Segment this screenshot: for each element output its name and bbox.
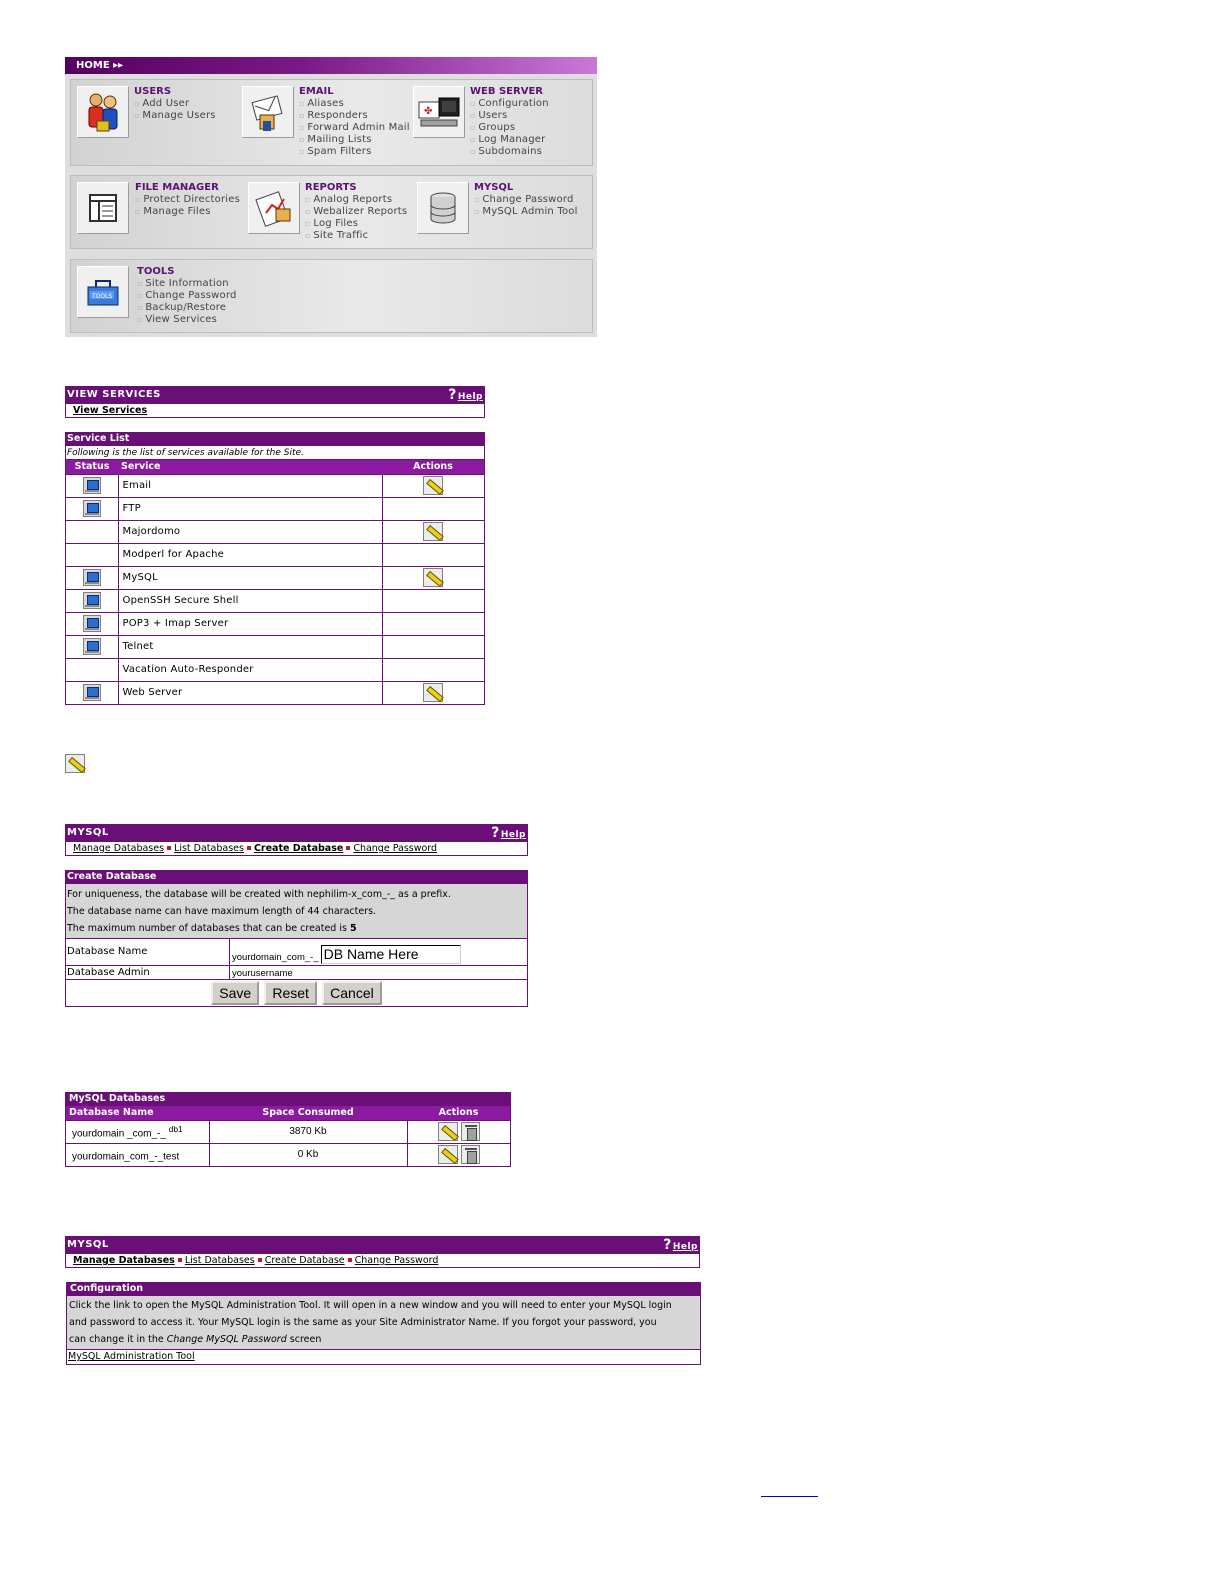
create-database-info: [66, 884, 527, 939]
help-icon: ?: [491, 825, 500, 841]
database-name-value: [230, 939, 527, 965]
database-admin-label: Database Admin: [66, 966, 230, 979]
edit-pencil-icon: [65, 754, 85, 773]
spam-filters-link[interactable]: ▫ Spam Filters: [299, 146, 410, 158]
form-buttons: [66, 980, 527, 1006]
mysql-title: MYSQL: [67, 827, 109, 838]
database-name-row: [66, 939, 527, 966]
mailing-lists-link[interactable]: ▫ Mailing Lists: [299, 134, 410, 146]
analog-reports-link[interactable]: ▫ Analog Reports: [305, 194, 407, 206]
control-panel-group-2: [70, 175, 593, 249]
view-services-title-bar: [65, 386, 485, 404]
manage-databases-link[interactable]: Manage Databases: [73, 1255, 175, 1266]
list-databases-link[interactable]: List Databases: [184, 1255, 255, 1266]
manage-files-link[interactable]: ▫ Manage Files: [135, 206, 240, 218]
edit-icon[interactable]: [438, 1122, 458, 1141]
mysql-title-bar: [65, 824, 528, 842]
page-link[interactable]: [761, 1496, 818, 1497]
mysql-databases-panel: [65, 1092, 511, 1167]
actions-cell: [382, 589, 484, 612]
site-traffic-link[interactable]: ▫ Site Traffic: [305, 230, 407, 242]
mysql-nav: [65, 842, 528, 856]
service-name-cell: Modperl for Apache: [118, 543, 382, 566]
file-manager-icon[interactable]: [77, 182, 129, 234]
service-name-cell: Email: [118, 474, 382, 497]
view-services-title: VIEW SERVICES: [67, 389, 161, 400]
pencil-icon: [65, 754, 85, 773]
reset-button[interactable]: Reset: [264, 981, 317, 1005]
add-user-link[interactable]: ▫ Add User: [134, 98, 216, 110]
status-column-header: Status: [66, 460, 118, 474]
mysql-create-header: [65, 824, 528, 856]
backup-restore-link[interactable]: ▫ Backup/Restore: [137, 302, 237, 314]
table-row: [66, 520, 484, 543]
status-cell: [66, 543, 118, 566]
list-databases-link[interactable]: List Databases: [174, 843, 244, 854]
help-link[interactable]: ?Help: [448, 387, 483, 403]
status-cell: [66, 474, 118, 497]
service-name-cell: POP3 + Imap Server: [118, 612, 382, 635]
view-services-nav-link[interactable]: View Services: [73, 405, 148, 416]
change-password-link[interactable]: Change Password: [354, 1255, 439, 1266]
help-icon: ?: [448, 387, 457, 403]
control-panel-group-3: [70, 259, 593, 333]
service-name-cell: Web Server: [118, 681, 382, 704]
control-panel: [65, 57, 597, 337]
create-database-link[interactable]: Create Database: [264, 1255, 345, 1266]
table-row: [66, 612, 484, 635]
mysql-admin-tool-link[interactable]: ▫ MySQL Admin Tool: [474, 206, 578, 218]
help-icon: ?: [663, 1237, 672, 1253]
service-name-cell: Telnet: [118, 635, 382, 658]
service-list-title: Service List: [65, 432, 485, 446]
status-monitor-icon: [83, 500, 101, 517]
web-server-links: [470, 98, 549, 158]
table-row: [66, 681, 484, 704]
status-monitor-icon: [83, 592, 101, 609]
email-links: [299, 98, 410, 158]
status-cell: [66, 612, 118, 635]
space-consumed-cell: 3870 Kb: [209, 1120, 407, 1143]
status-cell: [66, 497, 118, 520]
site-information-link[interactable]: ▫ Site Information: [137, 278, 237, 290]
service-name-cell: Vacation Auto-Responder: [118, 658, 382, 681]
tools-links: [137, 278, 237, 326]
table-row: [66, 543, 484, 566]
email-title[interactable]: EMAIL: [299, 86, 334, 97]
database-name-input[interactable]: [321, 945, 461, 964]
delete-icon[interactable]: [461, 1145, 480, 1164]
nav-separator: [258, 1258, 262, 1262]
mysql-change-password-link[interactable]: ▫ Change Password: [474, 194, 578, 206]
actions-cell: [382, 520, 484, 543]
responders-link[interactable]: ▫ Responders: [299, 110, 410, 122]
actions-cell: [382, 658, 484, 681]
control-panel-group-1: [70, 79, 593, 166]
admin-tool-row: [67, 1350, 700, 1364]
tools-change-password-link[interactable]: ▫ Change Password: [137, 290, 237, 302]
groups-link[interactable]: ▫ Groups: [470, 122, 549, 134]
edit-icon[interactable]: [423, 476, 443, 495]
configuration-line: and password to access it. Your MySQL login is the same as your Site Administrator Name. If you forgot your password, you: [69, 1317, 657, 1328]
edit-icon[interactable]: [423, 683, 443, 702]
table-row: [66, 658, 484, 681]
reports-icon[interactable]: [248, 182, 300, 234]
web-users-link[interactable]: ▫ Users: [470, 110, 549, 122]
users-links: [134, 98, 216, 122]
help-link[interactable]: ?Help: [491, 825, 526, 841]
configuration-line: Click the link to open the MySQL Administration Tool. It will open in a new window and you will need to enter your MySQL login: [69, 1300, 672, 1311]
cancel-button[interactable]: Cancel: [322, 981, 382, 1005]
edit-icon[interactable]: [423, 568, 443, 587]
database-admin-row: [66, 966, 527, 980]
space-consumed-cell: 0 Kb: [209, 1143, 407, 1166]
status-cell: [66, 658, 118, 681]
manage-users-link[interactable]: ▫ Manage Users: [134, 110, 216, 122]
database-name-label: Database Name: [66, 939, 230, 965]
mysql-manage-header: [65, 1236, 700, 1268]
forward-admin-mail-link[interactable]: ▫ Forward Admin Mail: [299, 122, 410, 134]
service-name-cell: Majordomo: [118, 520, 382, 543]
table-row: [66, 566, 484, 589]
tools-title[interactable]: TOOLS: [137, 266, 175, 277]
table-row: [66, 474, 484, 497]
db-actions-cell: [407, 1143, 510, 1166]
mysql-nav: [65, 1254, 700, 1268]
service-table: [66, 460, 484, 704]
web-server-title[interactable]: WEB SERVER: [470, 86, 543, 97]
log-manager-link[interactable]: ▫ Log Manager: [470, 134, 549, 146]
prefix-info: For uniqueness, the database will be created with nephilim-x_com_-_ as a prefix.: [67, 889, 451, 900]
database-name-cell: yourdomain _com_-_ $^{db1}$: [66, 1120, 209, 1143]
database-admin-value: yourusername: [232, 968, 293, 979]
change-password-link[interactable]: Change Password: [353, 843, 438, 854]
actions-column-header: Actions: [382, 460, 484, 474]
create-database-link[interactable]: Create Database: [253, 843, 344, 854]
table-row: [66, 635, 484, 658]
view-services-nav: [65, 404, 485, 418]
status-cell: [66, 566, 118, 589]
actions-cell: [382, 635, 484, 658]
nav-separator: [348, 1258, 352, 1262]
actions-cell: [382, 681, 484, 704]
database-icon[interactable]: [417, 182, 469, 234]
status-monitor-icon: [83, 569, 101, 586]
service-name-cell: MySQL: [118, 566, 382, 589]
mysql-title: MYSQL: [67, 1239, 109, 1250]
table-row: [66, 497, 484, 520]
configuration-text: [67, 1296, 700, 1350]
max-databases-value: 5: [349, 923, 357, 934]
configuration-line: can change it in the Change MySQL Password screen: [69, 1334, 322, 1345]
configuration-panel: [66, 1282, 701, 1365]
service-list-panel: [65, 432, 485, 705]
aliases-link[interactable]: ▫ Aliases: [299, 98, 410, 110]
actions-cell: [382, 566, 484, 589]
delete-icon[interactable]: [461, 1122, 480, 1141]
configuration-link[interactable]: ▫ Configuration: [470, 98, 549, 110]
save-button[interactable]: Save: [211, 981, 259, 1005]
view-services-header: [65, 386, 485, 418]
mysql-admin-tool-link[interactable]: MySQL Administration Tool: [68, 1351, 195, 1362]
mysql-databases-title: MySQL Databases: [65, 1092, 511, 1106]
status-cell: [66, 681, 118, 704]
actions-cell: [382, 474, 484, 497]
database-name-column-header: Database Name: [66, 1106, 209, 1120]
create-database-panel: [65, 870, 528, 1007]
web-server-icon[interactable]: [413, 86, 465, 138]
mysql-title-bar: [65, 1236, 700, 1254]
actions-cell: [382, 497, 484, 520]
status-monitor-icon: [83, 477, 101, 494]
max-databases-info: The maximum number of databases that can be created is 5: [67, 923, 357, 934]
service-list-description: Following is the list of services available for the Site.: [66, 446, 484, 460]
help-link[interactable]: ?Help: [663, 1237, 698, 1253]
log-files-link[interactable]: ▫ Log Files: [305, 218, 407, 230]
status-monitor-icon: [83, 615, 101, 632]
users-title[interactable]: USERS: [134, 86, 172, 97]
create-database-title: Create Database: [65, 870, 528, 884]
mysql-links: [474, 194, 578, 218]
max-length-info: The database name can have maximum length of 44 characters.: [67, 906, 377, 917]
file-manager-title[interactable]: FILE MANAGER: [135, 182, 219, 193]
svg-text:TOOLS: TOOLS: [92, 293, 113, 300]
database-name-prefix: yourdomain_com_-_: [232, 951, 319, 963]
status-cell: [66, 635, 118, 658]
file-manager-links: [135, 194, 240, 218]
edit-icon[interactable]: [423, 522, 443, 541]
status-cell: [66, 520, 118, 543]
space-consumed-column-header: Space Consumed: [209, 1106, 407, 1120]
svg-text:✤: ✤: [424, 106, 433, 117]
service-column-header: Service: [118, 460, 382, 474]
users-icon[interactable]: [77, 86, 129, 138]
actions-cell: [382, 612, 484, 635]
databases-table: [66, 1106, 510, 1166]
nav-separator: [247, 846, 251, 850]
subdomains-link[interactable]: ▫ Subdomains: [470, 146, 549, 158]
table-row: [66, 589, 484, 612]
home-breadcrumb[interactable]: HOME ▸▸: [65, 57, 597, 74]
database-name-cell: yourdomain_com_-_test: [66, 1143, 209, 1166]
reports-links: [305, 194, 407, 242]
view-services-link[interactable]: ▫ View Services: [137, 314, 237, 326]
manage-databases-link[interactable]: Manage Databases: [73, 843, 165, 854]
configuration-title: Configuration: [66, 1282, 701, 1296]
status-cell: [66, 589, 118, 612]
status-monitor-icon: [83, 684, 101, 701]
nav-separator: [178, 1258, 182, 1262]
mysql-title[interactable]: MYSQL: [474, 182, 514, 193]
reports-title[interactable]: REPORTS: [305, 182, 357, 193]
status-monitor-icon: [83, 638, 101, 655]
protect-directories-link[interactable]: ▫ Protect Directories: [135, 194, 240, 206]
nav-separator: [346, 846, 350, 850]
toolbox-icon[interactable]: [77, 266, 129, 318]
actions-cell: [382, 543, 484, 566]
webalizer-reports-link[interactable]: ▫ Webalizer Reports: [305, 206, 407, 218]
service-name-cell: OpenSSH Secure Shell: [118, 589, 382, 612]
service-name-cell: FTP: [118, 497, 382, 520]
db-actions-column-header: Actions: [407, 1106, 510, 1120]
edit-icon[interactable]: [438, 1145, 458, 1164]
table-row: [66, 1120, 510, 1143]
email-icon[interactable]: [242, 86, 294, 138]
db-actions-cell: [407, 1120, 510, 1143]
nav-separator: [167, 846, 171, 850]
table-row: [66, 1143, 510, 1166]
